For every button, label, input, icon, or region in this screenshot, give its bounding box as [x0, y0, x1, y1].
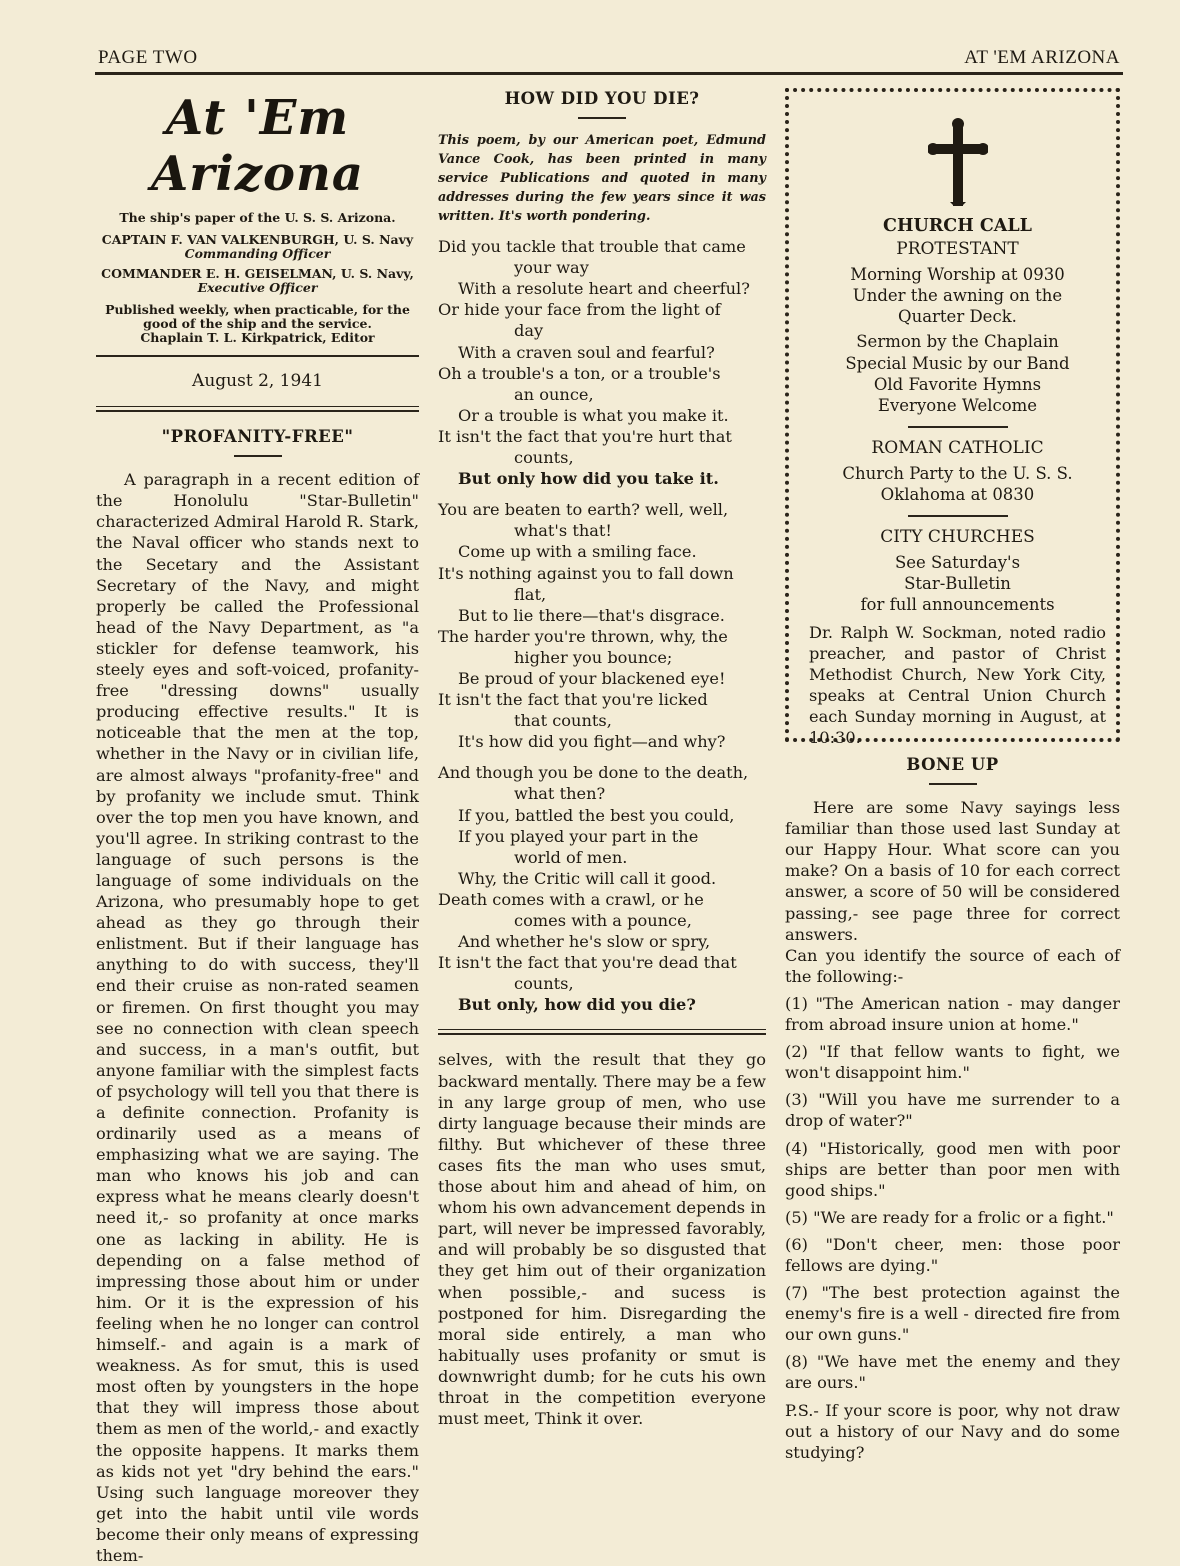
city-churches-heading: CITY CHURCHES: [880, 527, 1035, 548]
poem-line: If you, battled the best you could,: [458, 805, 735, 825]
captain-name: CAPTAIN F. VAN VALKENBURGH, U. S. Navy: [101, 232, 414, 247]
divider: [234, 455, 282, 457]
poem-line: You are beaten to earth? well, well,: [438, 500, 729, 520]
divider: [96, 355, 419, 357]
quiz-item: (7) "The best protection against the enemy's fire is a well - directed fire from our own guns.": [785, 1283, 1120, 1345]
service-line: Sermon by the Chaplain: [856, 332, 1059, 352]
service-line: Star-Bulletin: [904, 574, 1011, 594]
column-left: [96, 84, 419, 1566]
poem-line: Death comes with a crawl, or he: [438, 889, 704, 909]
quiz-item: (3) "Will you have me surrender to a drop of water?": [785, 1090, 1120, 1131]
boneup-prompt: Can you identify the source of each of the following:-: [785, 945, 1120, 986]
commander-name: COMMANDER E. H. GEISELMAN, U. S. Navy,: [101, 266, 414, 281]
poem-line: higher you bounce;: [514, 647, 673, 667]
poem-line: counts,: [514, 974, 574, 994]
church-call-box: [785, 88, 1120, 747]
poem-line: Be proud of your blackened eye!: [458, 668, 726, 688]
poem-line: Or a trouble is what you make it.: [458, 405, 729, 425]
article-title: "PROFANITY-FREE": [161, 427, 354, 447]
quiz-item: (1) "The American nation - may danger from abroad insure union at home.": [785, 993, 1120, 1035]
poem-line: flat,: [514, 584, 547, 604]
poem-line: It isn't the fact that you're licked: [438, 690, 708, 710]
poem-line: But only how did you take it.: [458, 469, 719, 489]
poem-line: comes with a pounce,: [514, 911, 692, 930]
boneup-intro: Here are some Navy sayings less familiar than those used last Sunday at our Happy Hour. What score can you make? On a basis of 10 for each correct answer, a score of 50 will be considered passing,- see page three for correct answers.: [785, 798, 1120, 944]
church-call-title: CHURCH CALL: [883, 216, 1032, 236]
poem-line: It isn't the fact that you're hurt that: [438, 426, 732, 446]
quiz-item: (5) "We are ready for a frolic or a fight.": [785, 1207, 1114, 1227]
service-line: Everyone Welcome: [877, 395, 1038, 415]
poem-line: With a craven soul and fearful?: [458, 342, 715, 362]
service-line: Church Party to the U. S. S.: [842, 463, 1073, 483]
poem-line: But to lie there—that's disgrace.: [458, 605, 725, 625]
poem-stanza: [438, 499, 766, 752]
column-middle: [438, 84, 766, 1429]
catholic-heading: ROMAN CATHOLIC: [871, 437, 1044, 458]
service-line: Old Favorite Hymns: [873, 374, 1042, 394]
poem-line: With a resolute heart and cheerful?: [458, 279, 750, 299]
poem-line: Did you tackle that trouble that came: [438, 237, 746, 257]
service-line: See Saturday's: [894, 553, 1021, 573]
divider: [908, 515, 1008, 517]
publication-note: Published weekly, when practicable, for the good of the ship and the service.: [105, 302, 410, 331]
quiz-item: (6) "Don't cheer, men: those poor fellows are dying.": [785, 1234, 1120, 1275]
captain-role: Commanding Officer: [184, 246, 331, 261]
poem-line: It isn't the fact that you're dead that: [438, 953, 737, 973]
divider: [578, 117, 626, 119]
editor-credit: Chaplain T. L. Kirkpatrick, Editor: [140, 330, 375, 345]
divider: [96, 406, 419, 412]
service-line: Special Music by our Band: [845, 353, 1070, 373]
poem-line: Why, the Critic will call it good.: [458, 868, 717, 888]
article-body-continued: selves, with the result that they go backward mentally. There may be a few in any large group of men, who use dirty language because their minds are filthy. But whichever of these three cases fits the man who uses smut, those about him and ahead of him, on whom his own advancement depends in part, will never be impressed favorably, and will probably be so disgusted that they get him out of their organization when possible,- and sucess is postponed for him. Disregarding the moral side entirely, a man who habitually uses profanity or smut is downwright dumb; for he cuts his own throat in the competition everyone must meet, Think it over.: [438, 1050, 766, 1429]
divider: [438, 1029, 766, 1035]
divider: [908, 426, 1008, 428]
protestant-heading: PROTESTANT: [896, 239, 1019, 260]
quiz-item: (4) "Historically, good men with poor ships are better than poor men with good ships.": [785, 1138, 1120, 1200]
sockman-notice: Dr. Ralph W. Sockman, noted radio preacher, and pastor of Christ Methodist Church, New York City, speaks at Central Union Church each Sunday morning in August, at 10:30.: [809, 622, 1106, 747]
poem-stanza: [438, 236, 766, 489]
masthead-subtitle: The ship's paper of the U. S. S. Arizona.: [119, 210, 396, 225]
poem-line: And though you be done to the death,: [438, 763, 749, 783]
service-line: Oklahoma at 0830: [880, 485, 1035, 505]
poem-line: Or hide your face from the light of: [438, 300, 721, 320]
poem-intro: This poem, by our American poet, Edmund Vance Cook, has been printed in many service Publications and quoted in many addresses during the few years since it was written. It's worth pondering.: [438, 133, 766, 225]
poem-line: The harder you're thrown, why, the: [438, 626, 728, 646]
poem-line: world of men.: [514, 847, 628, 867]
service-line: for full announcements: [860, 595, 1055, 615]
poem-line: day: [514, 321, 544, 341]
commander-credit: [96, 267, 419, 295]
poem-line: that counts,: [514, 711, 612, 731]
poem-line: It's nothing against you to fall down: [438, 563, 734, 583]
service-line: Quarter Deck.: [898, 307, 1017, 327]
issue-date: August 2, 1941: [192, 371, 323, 391]
service-line: Under the awning on the: [852, 286, 1063, 306]
commander-role: Executive Officer: [197, 280, 318, 295]
cross-icon: [928, 118, 988, 208]
page-number: PAGE TWO: [98, 47, 198, 68]
poem-line: It's how did you fight—and why?: [458, 732, 726, 752]
poem-line: your way: [514, 258, 589, 278]
masthead-title: At 'Em Arizona: [150, 90, 365, 202]
poem-stanza: [438, 762, 766, 1015]
divider: [929, 783, 977, 785]
poem-title: HOW DID YOU DIE?: [504, 89, 700, 108]
service-line: Morning Worship at 0930: [850, 265, 1065, 285]
article-body: A paragraph in a recent edition of the Honolulu "Star-Bulletin" characterized Admiral Harold R. Stark, the Naval officer who stands next to the Secetary and the Assistant Secretary of the Navy, and might properly be called the Professional head of the Navy Department, as "a stickler for defense teamwork, his steely eyes and soft-voiced, profanity-free "dressing downs" usually producing effective results." It is noticeable that the men at the top, whether in the Navy or in civilian life, are almost always "profanity-free" and by profanity we include smut. Think over the top men you have known, and you'll agree. In striking contrast to the language of such persons is the language of some individuals on the Arizona, who presumably hope to get ahead as they go through their enlistment. But if their language has anything to do with success, they'll end their cruise as non-rated seamen or firemen. On first thought you may see no connection with clean speech and success, in a man's outfit, but anyone familiar with the simplest facts of psychology will tell you that there is a definite connection. Profanity is ordinarily used as a means of emphasizing what we are saying. The man who knows his job and can express what he means clearly doesn't need it,- so profanity at once marks one as lacking in ability. He is depending on a false method of impressing those about him or under him. Or it is the expression of his feeling when he no longer can control himself.- and again is a mark of weakness. As for smut, this is used most often by youngsters in the hope that they will impress those about them as men of the world,- and exactly the opposite happens. It marks them as kids not yet "dry behind the ears." Using such language moreover they get into the habit until vile words become their only means of expressing them-: [96, 470, 419, 1565]
header-rule: [95, 72, 1123, 75]
poem-line: an ounce,: [514, 384, 594, 404]
poem-line: Oh a trouble's a ton, or a trouble's: [438, 363, 721, 383]
poem-line: what then?: [514, 784, 606, 804]
poem-line: counts,: [514, 448, 574, 468]
quiz-item: (8) "We have met the enemy and they are ours.": [785, 1352, 1120, 1393]
captain-credit: [96, 233, 419, 261]
poem-line: Come up with a smiling face.: [458, 542, 697, 562]
paper-name-header: AT 'EM ARIZONA: [964, 47, 1120, 68]
poem-line: what's that!: [514, 521, 612, 541]
quiz-item: (2) "If that fellow wants to fight, we won't disappoint him.": [785, 1042, 1120, 1083]
boneup-title: BONE UP: [906, 755, 999, 774]
column-right: [785, 84, 1120, 1463]
postscript: P.S.- If your score is poor, why not draw out a history of our Navy and do some studying?: [785, 1400, 1120, 1462]
poem-line: And whether he's slow or spry,: [458, 932, 711, 952]
poem-line: But only, how did you die?: [458, 995, 696, 1015]
poem-line: If you played your part in the: [458, 826, 699, 846]
